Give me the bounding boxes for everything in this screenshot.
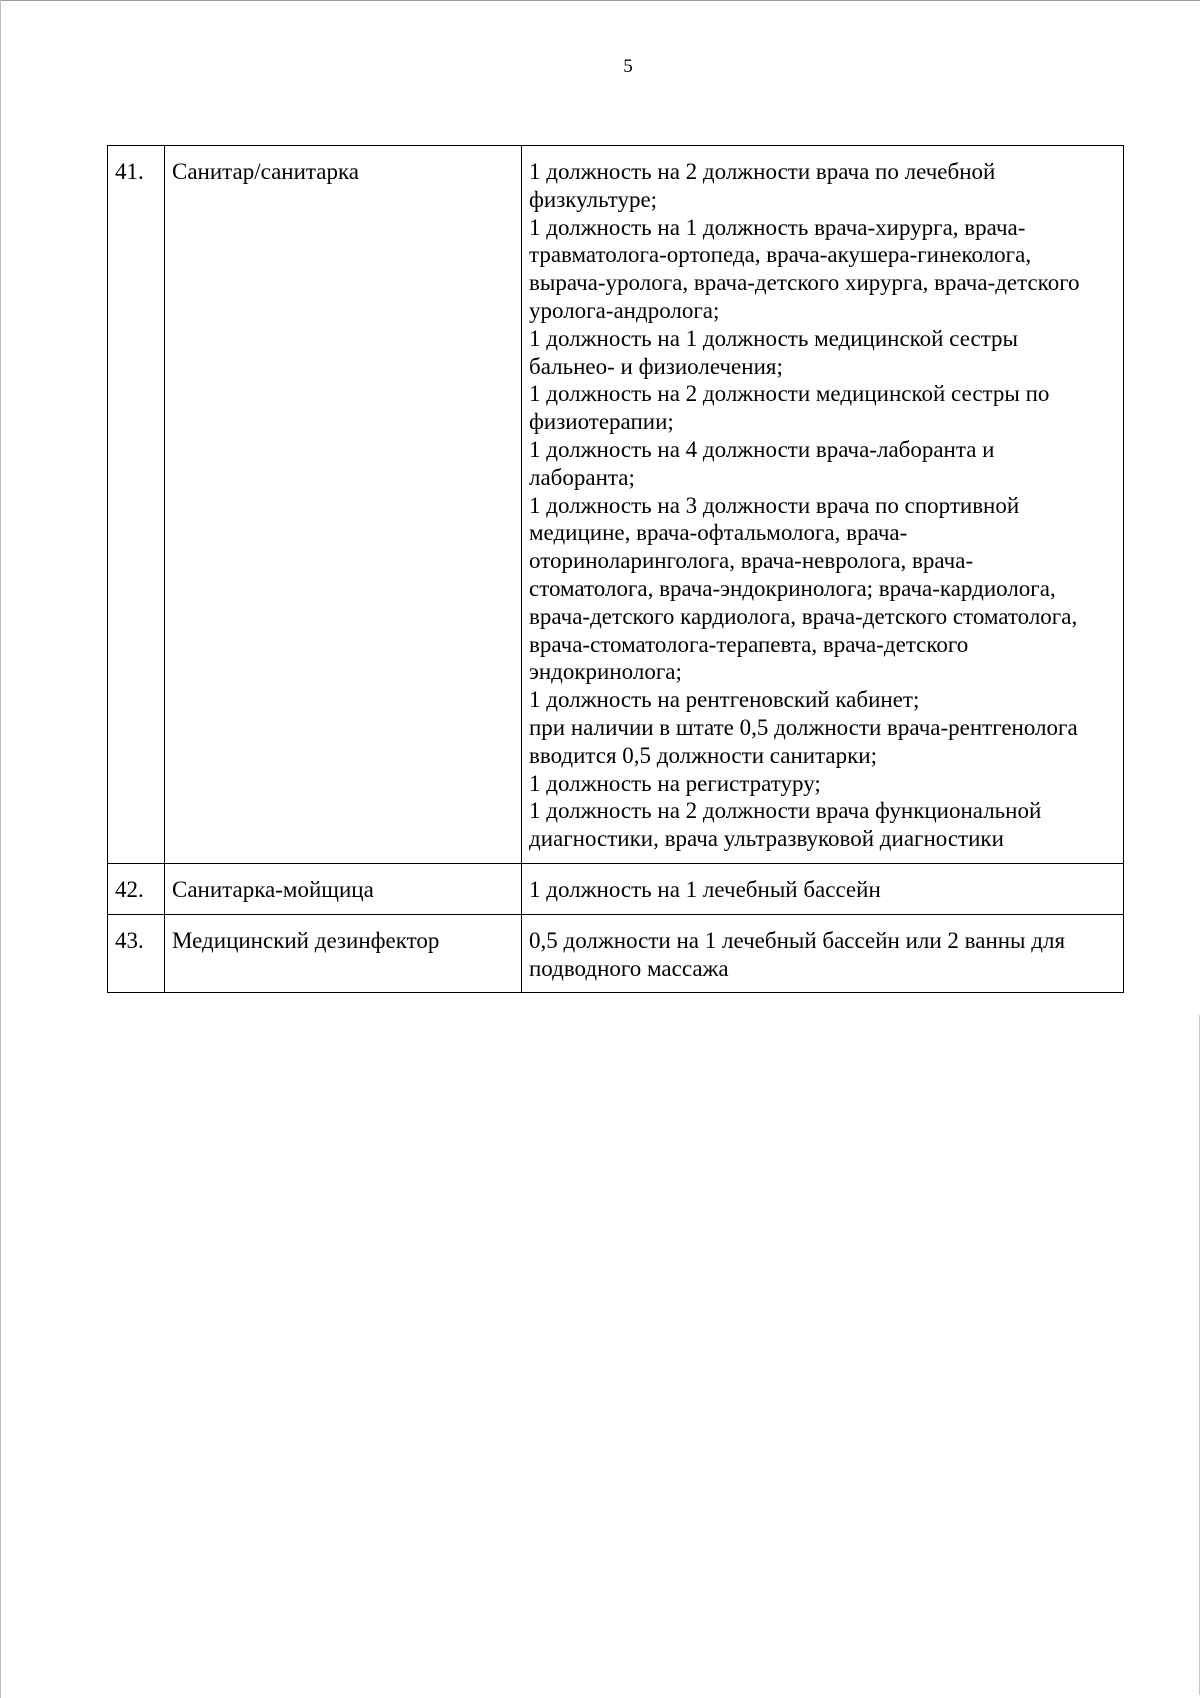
norm-line: 1 должность на 2 должности врача функциональной [529, 798, 1042, 824]
norm-line: уролога-андролога; [529, 297, 720, 323]
norm-line: 1 должность на 1 лечебный бассейн [529, 876, 881, 902]
norm-line: 1 должность на 1 должность врача-хирурга, врача- [529, 214, 1026, 240]
norm-line: медицине, врача-офтальмолога, врача- [529, 520, 908, 546]
table-row [108, 863, 1124, 914]
row-number: 41. [108, 146, 165, 864]
norm-line: при наличии в штате 0,5 должности врача-рентгенолога [529, 714, 1078, 740]
norm-line: 1 должность на 3 должности врача по спортивной [529, 492, 1020, 518]
norm-line: оториноларинголога, врача-невролога, врача- [529, 548, 974, 574]
row-number: 43. [108, 914, 165, 993]
norm-line: бальнео- и физиолечения; [529, 353, 783, 379]
staffing-norm [522, 146, 1124, 864]
table-row [108, 914, 1124, 993]
norm-line: подводного массажа [529, 955, 729, 981]
norm-line: 1 должность на рентгеновский кабинет; [529, 687, 920, 713]
norm-line: 1 должность на 2 должности медицинской сестры по [529, 381, 1050, 407]
norm-line: 1 должность на регистратуру; [529, 770, 821, 796]
norm-line: диагностики, врача ультразвуковой диагностики [529, 826, 1004, 852]
norm-line: эндокринолога; [529, 659, 682, 685]
staffing-norms-table [107, 145, 1124, 993]
norm-line: лаборанта; [529, 464, 635, 490]
position-title: Санитар/санитарка [165, 146, 522, 864]
norm-line: физиотерапии; [529, 409, 674, 435]
norm-line: 1 должность на 2 должности врача по лечебной [529, 159, 996, 184]
norm-line: вводится 0,5 должности санитарки; [529, 742, 877, 768]
position-title: Санитарка-мойщица [165, 863, 522, 914]
table-row [108, 146, 1124, 864]
page-number: 5 [623, 56, 633, 77]
staffing-norm [522, 914, 1124, 993]
staffing-norm [522, 863, 1124, 914]
norm-line: врача-стоматолога-терапевта, врача-детского [529, 631, 969, 657]
norm-line: вырача-уролога, врача-детского хирурга, врача-детского [529, 270, 1080, 296]
row-number: 42. [108, 863, 165, 914]
position-title: Медицинский дезинфектор [165, 914, 522, 993]
norm-line: 1 должность на 1 должность медицинской сестры [529, 325, 1018, 351]
norm-line: стоматолога, врача-эндокринолога; врача-кардиолога, [529, 575, 1056, 601]
scan-top-edge [0, 0, 1200, 1]
norm-line: 0,5 должности на 1 лечебный бассейн или 2 ванны для [529, 927, 1066, 953]
norm-line: 1 должность на 4 должности врача-лаборанта и [529, 436, 995, 462]
norm-line: травматолога-ортопеда, врача-акушера-гинеколога, [529, 242, 1032, 268]
norm-line: физкультуре; [529, 186, 658, 212]
scan-left-edge [0, 0, 1, 1698]
norm-line: врача-детского кардиолога, врача-детского стоматолога, [529, 603, 1078, 629]
